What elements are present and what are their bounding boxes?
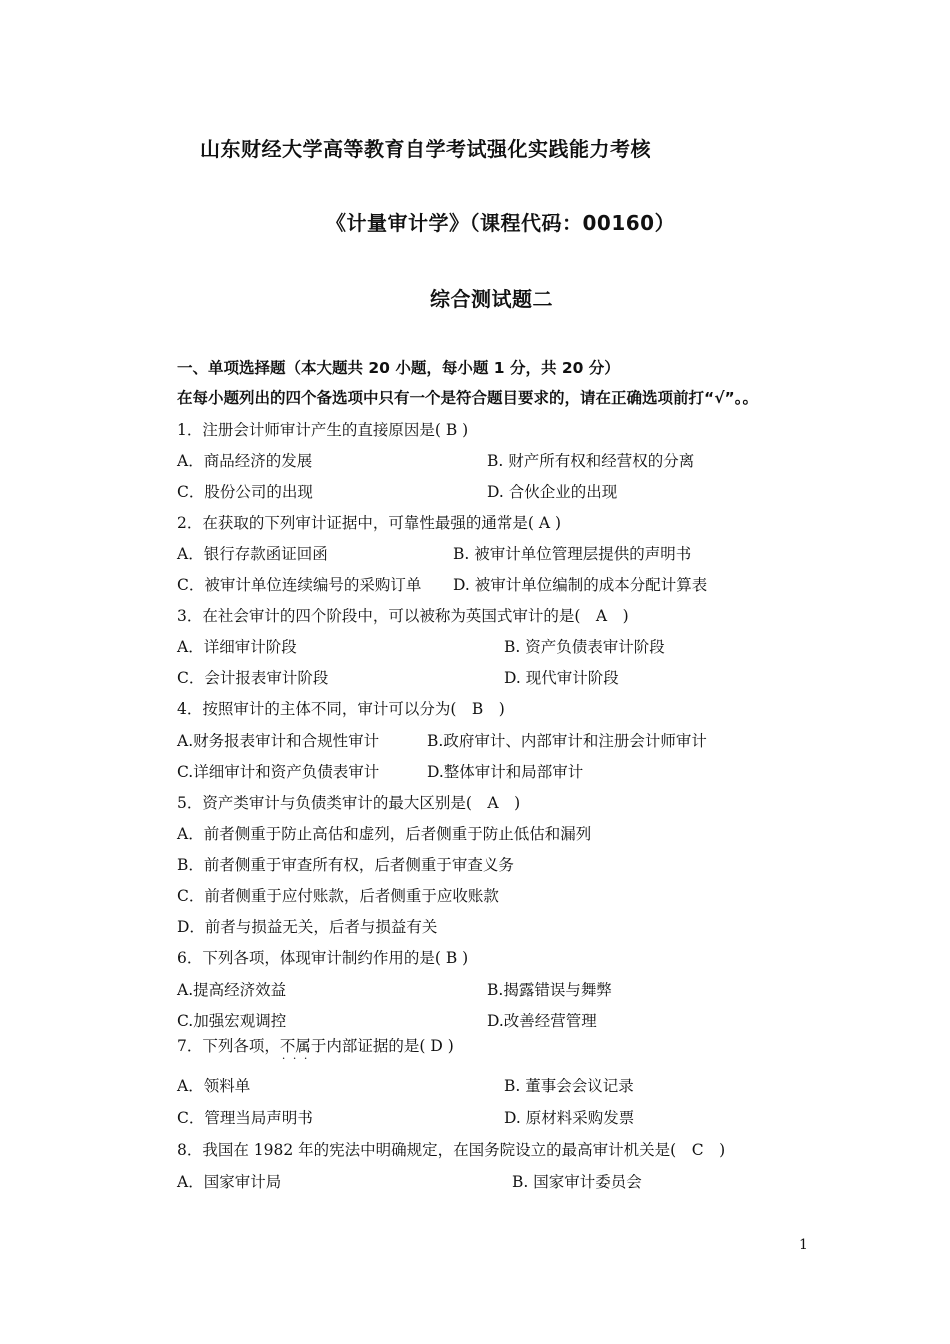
question-5-stem: 5．资产类审计与负债类审计的最大区别是( A ): [177, 794, 521, 812]
question-4-option-a: A.财务报表审计和合规性审计: [177, 732, 380, 750]
question-4-option-b: B.政府审计、内部审计和注册会计师审计: [427, 732, 707, 750]
question-3-option-c: C．会计报表审计阶段: [177, 669, 329, 687]
question-1-option-b: B. 财产所有权和经营权的分离: [487, 452, 695, 470]
question-7-stem-suffix: 内部证据的是( D ): [326, 1037, 454, 1055]
question-1-option-c: C．股份公司的出现: [177, 483, 313, 501]
section-heading: 一、单项选择题（本大题共 20 小题，每小题 1 分，共 20 分）: [177, 359, 620, 377]
question-6-option-b: B.揭露错误与舞弊: [487, 981, 612, 999]
question-2-option-c: C．被审计单位连续编号的采购订单: [177, 576, 422, 594]
test-title: 综合测试题二: [430, 287, 553, 311]
question-7-option-c: C．管理当局声明书: [177, 1109, 313, 1127]
question-2-option-b: B. 被审计单位管理层提供的声明书: [453, 545, 692, 563]
section-instruction: 在每小题列出的四个备选项中只有一个是符合题目要求的，请在正确选项前打“√”。。: [177, 389, 758, 407]
question-8-option-b: B. 国家审计委员会: [512, 1173, 642, 1191]
question-8-option-a: A．国家审计局: [177, 1173, 282, 1191]
question-7-stem-prefix: 7．下列各项，: [177, 1037, 280, 1055]
question-1-option-a: A．商品经济的发展: [177, 452, 313, 470]
question-2-stem: 2．在获取的下列审计证据中，可靠性最强的通常是( A ): [177, 514, 562, 532]
question-3-option-d: D. 现代审计阶段: [504, 669, 619, 687]
question-7-option-d: D. 原材料采购发票: [504, 1109, 635, 1127]
question-6-stem: 6．下列各项，体现审计制约作用的是( B ): [177, 949, 469, 967]
question-4-stem: 4．按照审计的主体不同，审计可以分为( B ): [177, 700, 505, 718]
question-4-option-c: C.详细审计和资产负债表审计: [177, 763, 380, 781]
question-4-option-d: D.整体审计和局部审计: [427, 763, 584, 781]
question-7-option-a: A．领料单: [177, 1077, 251, 1095]
question-5-option-b: B．前者侧重于审查所有权，后者侧重于审查义务: [177, 856, 514, 874]
question-6-option-c: C.加强宏观调控: [177, 1012, 287, 1030]
question-1-option-d: D. 合伙企业的出现: [487, 483, 618, 501]
question-7-stem: [177, 1034, 454, 1056]
question-7-option-b: B. 董事会会议记录: [504, 1077, 634, 1095]
question-2-option-d: D. 被审计单位编制的成本分配计算表: [453, 576, 708, 594]
question-5-option-d: D．前者与损益无关，后者与损益有关: [177, 918, 438, 936]
question-5-option-a: A．前者侧重于防止高估和虚列，后者侧重于防止低估和漏列: [177, 825, 592, 843]
question-3-option-a: A．详细审计阶段: [177, 638, 297, 656]
question-3-option-b: B. 资产负债表审计阶段: [504, 638, 665, 656]
question-6-option-a: A.提高经济效益: [177, 981, 287, 999]
question-2-option-a: A．银行存款函证回函: [177, 545, 328, 563]
question-8-stem: 8．我国在 1982 年的宪法中明确规定，在国务院设立的最高审计机关是( C ): [177, 1141, 726, 1159]
question-3-stem: 3．在社会审计的四个阶段中，可以被称为英国式审计的是( A ): [177, 607, 629, 625]
page-number: 1: [799, 1237, 808, 1253]
course-title: 《计量审计学》（课程代码：00160）: [326, 211, 676, 235]
exam-institution-title: 山东财经大学高等教育自学考试强化实践能力考核: [200, 137, 651, 161]
question-5-option-c: C．前者侧重于应付账款，后者侧重于应收账款: [177, 887, 499, 905]
question-1-stem: 1．注册会计师审计产生的直接原因是( B ): [177, 421, 469, 439]
question-6-option-d: D.改善经营管理: [487, 1012, 597, 1030]
question-7-emphasis: 不属于 · · ·: [280, 1037, 327, 1055]
